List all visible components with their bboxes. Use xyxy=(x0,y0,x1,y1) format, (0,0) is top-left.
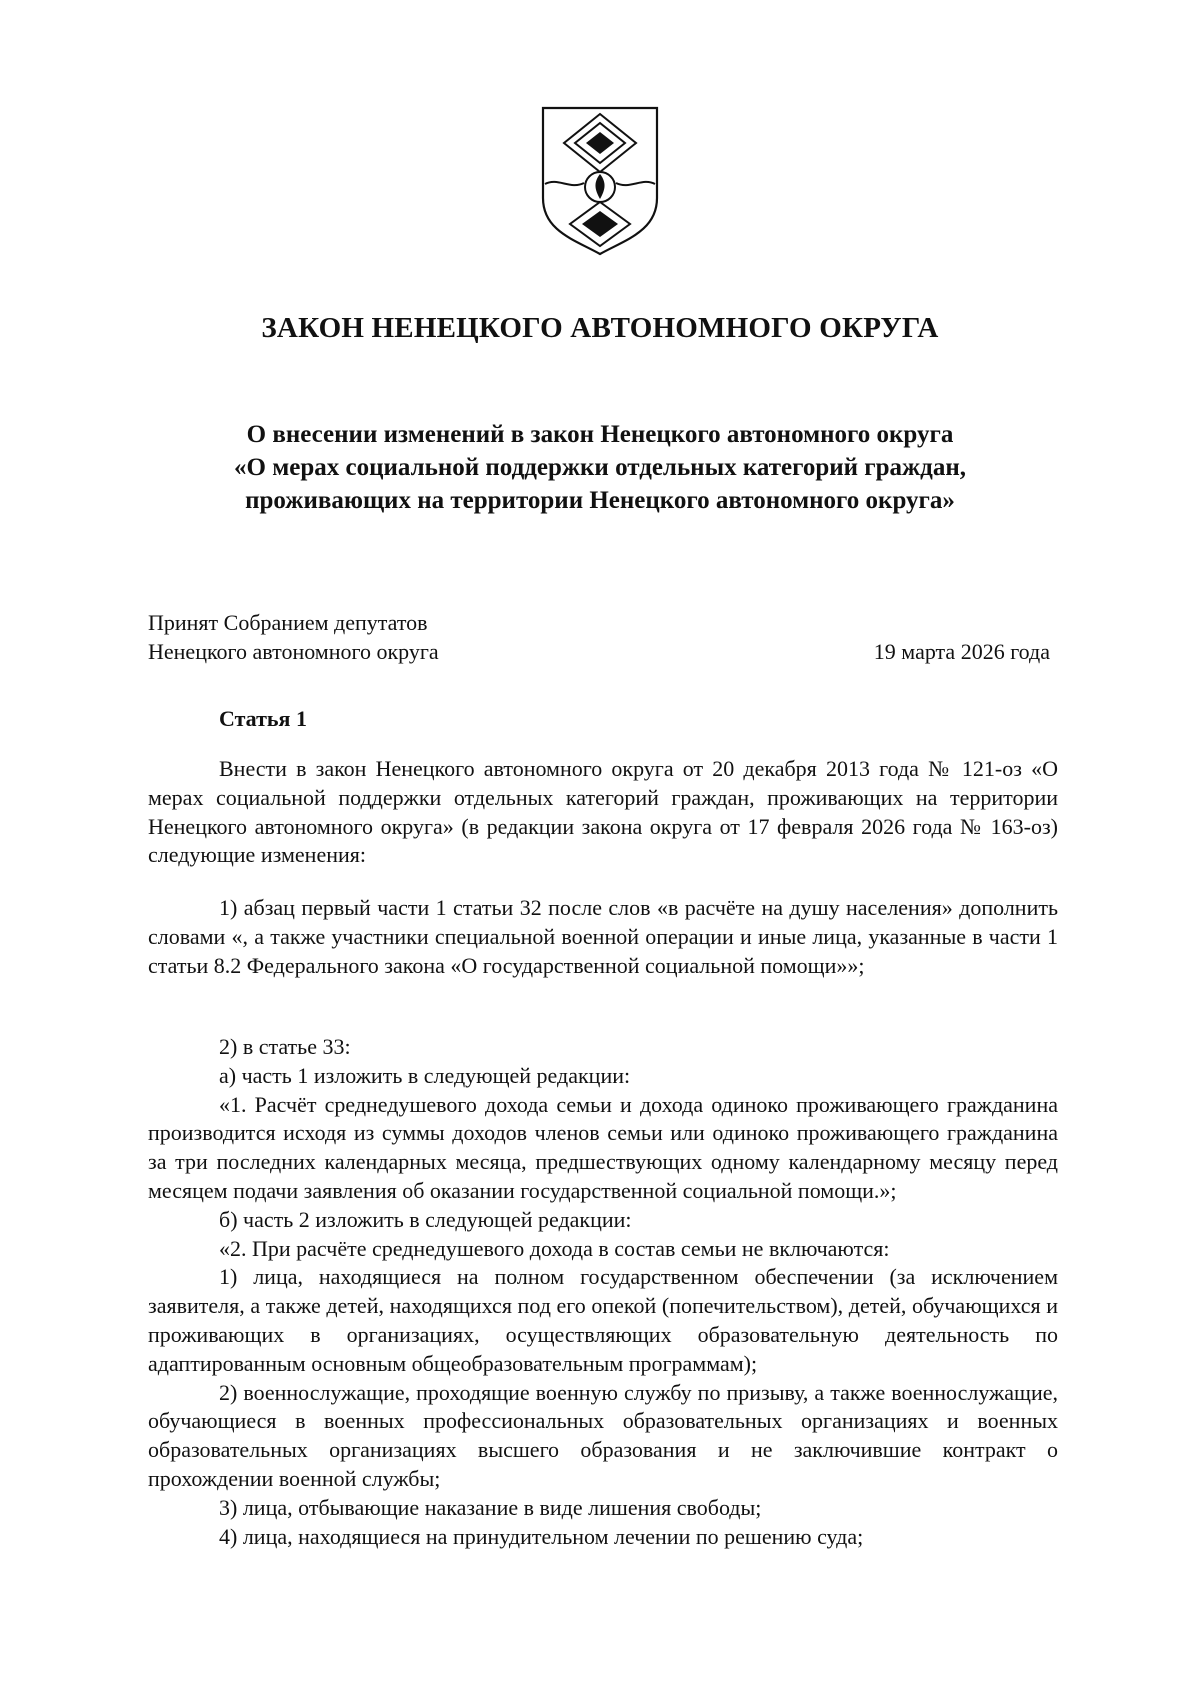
part1-new-text: «1. Расчёт среднедушевого дохода семьи и дохода одиноко проживающего гражданина производится исходя из суммы доходов членов семьи или одиноко проживающего гражданина за три последних календарных месяца, предшествующих одному календарному месяцу перед месяцем подачи заявления об оказании государственной социальной помощи.»; xyxy=(148,1091,1058,1203)
subitem-b: б) часть 2 изложить в следующей редакции: xyxy=(219,1206,632,1232)
subject-title-line: проживающих на территории Ненецкого автономного округа» xyxy=(245,487,955,514)
excluded-item-3: 3) лица, отбывающие наказание в виде лишения свободы; xyxy=(219,1494,762,1520)
law-subject-title xyxy=(100,418,1100,517)
item2-block xyxy=(148,1033,1058,1551)
item2-heading: 2) в статье 33: xyxy=(219,1034,351,1059)
article-heading: Статья 1 xyxy=(219,706,307,731)
adoption-body-line: Принят Собранием депутатов xyxy=(148,610,428,635)
adoption-note xyxy=(148,608,439,666)
adoption-body-line: Ненецкого автономного округа xyxy=(148,639,439,664)
law-title: ЗАКОН НЕНЕЦКОГО АВТОНОМНОГО ОКРУГА xyxy=(261,312,939,344)
item1-paragraph-block xyxy=(148,894,1058,980)
excluded-item-1: 1) лица, находящиеся на полном государственном обеспечении (за исключением заявителя, а также детей, находящихся под его опекой (попечительством), детей, обучающихся и проживающих в организациях, осуществляющих образовательную деятельность по адаптированным основным общеобразовательным программам); xyxy=(148,1264,1058,1376)
part2-new-text: «2. При расчёте среднедушевого дохода в состав семьи не включаются: xyxy=(219,1235,890,1261)
intro-paragraph: Внести в закон Ненецкого автономного округа от 20 декабря 2013 года № 121-оз «О мерах социальной поддержки отдельных категорий граждан, проживающих на территории Ненецкого автономного округа» (в редакции закона округа от 17 февраля 2026 года № 163-оз) следующие изменения: xyxy=(148,756,1058,868)
item1-paragraph: 1) абзац первый части 1 статьи 32 после слов «в расчёте на душу населения» дополнить словами «, а также участники специальной военной операции и иные лица, указанные в части 1 статьи 8.2 Федерального закона «О государственной социальной помощи»»; xyxy=(148,895,1058,978)
adoption-date: 19 марта 2026 года xyxy=(873,639,1050,664)
excluded-item-2: 2) военнослужащие, проходящие военную службу по призыву, а также военнослужащие, обучающиеся в военных профессиональных образовательных организациях и военных образовательных организациях высшего образования и не заключившие контракт о прохождении военной службы; xyxy=(148,1379,1058,1491)
excluded-item-4: 4) лица, находящиеся на принудительном лечении по решению суда; xyxy=(219,1523,864,1549)
subject-title-line: О внесении изменений в закон Ненецкого автономного округа xyxy=(246,421,954,448)
subitem-a: а) часть 1 изложить в следующей редакции: xyxy=(219,1062,631,1088)
subject-title-line: «О мерах социальной поддержки отдельных категорий граждан, xyxy=(234,454,966,481)
coat-of-arms-emblem xyxy=(540,106,660,256)
intro-paragraph-block xyxy=(148,755,1058,870)
